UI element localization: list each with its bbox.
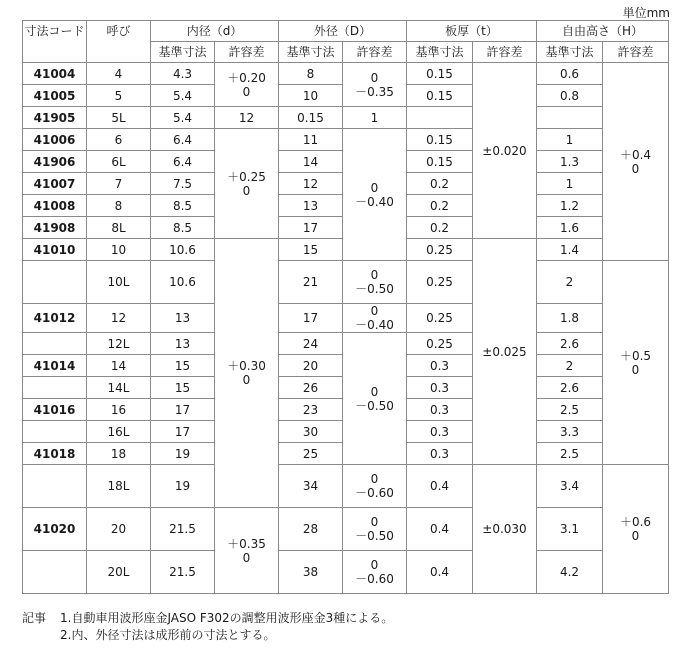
thickness-base-cell: 0.15 xyxy=(407,129,473,151)
outer-tolerance-cell xyxy=(343,465,407,508)
inner-base-cell: 13 xyxy=(151,333,215,355)
tolerance-minus: 0 xyxy=(242,183,251,198)
outer-tolerance-cell xyxy=(343,261,407,304)
code-cell xyxy=(23,421,87,443)
table-row xyxy=(23,304,669,333)
tolerance-minus: －0.35 xyxy=(355,84,394,99)
inner-base-cell: 21.5 xyxy=(151,508,215,551)
inner-base-cell: 7.5 xyxy=(151,173,215,195)
outer-base-cell: 11 xyxy=(279,129,343,151)
height-base-cell: 2.6 xyxy=(537,333,603,355)
thickness-base-cell: 0.25 xyxy=(407,304,473,333)
size-cell: 14L xyxy=(87,377,151,399)
tolerance-minus: －0.50 xyxy=(355,529,394,543)
table-row xyxy=(23,107,669,129)
thickness-base-cell: 0.3 xyxy=(407,355,473,377)
size-cell: 20 xyxy=(87,508,151,551)
inner-tolerance-cell xyxy=(215,129,279,239)
tolerance-plus: 0 xyxy=(370,70,379,85)
thickness-base-cell: 0.2 xyxy=(407,173,473,195)
inner-base-cell: 19 xyxy=(151,465,215,508)
subheader-base: 基準寸法 xyxy=(151,42,215,63)
tolerance-plus: ＋0.5 xyxy=(619,348,652,363)
inner-base-cell: 13 xyxy=(151,304,215,333)
subheader-tolerance: 許容差 xyxy=(473,42,537,63)
note-item: 2.内、外径寸法は成形前の寸法とする。 xyxy=(60,628,276,642)
inner-base-cell: 4.3 xyxy=(151,63,215,85)
tolerance-minus: －0.40 xyxy=(355,194,394,209)
table-row xyxy=(23,551,669,594)
outer-base-cell: 25 xyxy=(279,443,343,465)
header-size: 呼び xyxy=(87,21,151,63)
code-cell: 41004 xyxy=(23,63,87,85)
thickness-base-cell: 0.15 xyxy=(407,63,473,85)
tolerance-minus: －0.40 xyxy=(355,318,394,332)
code-cell: 41008 xyxy=(23,195,87,217)
code-cell xyxy=(23,551,87,594)
tolerance-plus: 0 xyxy=(370,384,379,399)
outer-tolerance-cell xyxy=(343,551,407,594)
height-tolerance-cell xyxy=(603,465,669,594)
code-cell: 41007 xyxy=(23,173,87,195)
header-outer: 外径（D） xyxy=(279,21,407,42)
size-cell: 16 xyxy=(87,399,151,421)
height-tolerance-cell xyxy=(603,63,669,261)
size-cell: 7 xyxy=(87,173,151,195)
thickness-base-cell: 0.25 xyxy=(407,333,473,355)
size-cell: 6 xyxy=(87,129,151,151)
thickness-base-cell: 0.15 xyxy=(407,151,473,173)
size-cell: 5 xyxy=(87,85,151,107)
subheader-tolerance: 許容差 xyxy=(343,42,407,63)
inner-base-cell: 8.5 xyxy=(151,217,215,239)
outer-base-cell: 34 xyxy=(279,465,343,508)
height-tolerance-cell xyxy=(603,261,669,465)
tolerance-minus: －0.50 xyxy=(355,398,394,413)
code-cell: 41016 xyxy=(23,399,87,421)
height-base-cell: 2.5 xyxy=(537,399,603,421)
thickness-base-cell: 0.25 xyxy=(407,239,473,261)
tolerance-plus: 0 xyxy=(370,472,379,486)
subheader-tolerance: 許容差 xyxy=(215,42,279,63)
thickness-tolerance-cell: ±0.030 xyxy=(473,465,537,594)
inner-base-cell: 10.6 xyxy=(151,261,215,304)
height-base-cell: 3.1 xyxy=(537,508,603,551)
tolerance-minus: －0.60 xyxy=(355,486,394,500)
tolerance-minus: 0 xyxy=(242,373,251,387)
height-base-cell: 0.6 xyxy=(537,63,603,85)
code-cell: 41005 xyxy=(23,85,87,107)
size-cell: 4 xyxy=(87,63,151,85)
size-cell: 14 xyxy=(87,355,151,377)
code-cell: 41906 xyxy=(23,151,87,173)
unit-label: 単位mm xyxy=(622,6,670,20)
inner-base-cell: 6.4 xyxy=(151,129,215,151)
tolerance-plus: ＋0.30 xyxy=(227,359,266,373)
thickness-base-cell: 0.3 xyxy=(407,421,473,443)
tolerance-plus: 0 xyxy=(370,268,379,282)
thickness-base-cell: 0.3 xyxy=(407,399,473,421)
note-item: 1.自動車用波形座金JASO F302の調整用波形座金3種による。 xyxy=(60,611,394,625)
outer-base-cell: 13 xyxy=(279,195,343,217)
outer-base-cell: 12 xyxy=(215,107,279,129)
tolerance-plus: ＋0.20 xyxy=(227,70,266,85)
height-base-cell: 4.2 xyxy=(537,551,603,594)
size-cell: 20L xyxy=(87,551,151,594)
outer-tolerance-cell xyxy=(343,508,407,551)
table-row xyxy=(23,63,669,85)
outer-base-cell: 15 xyxy=(279,239,343,261)
size-cell: 16L xyxy=(87,421,151,443)
table-row xyxy=(23,333,669,355)
thickness-base-cell: 0.4 xyxy=(407,551,473,594)
inner-tolerance-cell xyxy=(215,63,279,107)
outer-base-cell: 20 xyxy=(279,355,343,377)
size-cell: 18L xyxy=(87,465,151,508)
height-base-cell: 1.8 xyxy=(537,304,603,333)
code-cell xyxy=(23,465,87,508)
height-base-cell: 1.2 xyxy=(537,195,603,217)
tolerance-minus: 0 xyxy=(631,362,640,377)
subheader-base: 基準寸法 xyxy=(537,42,603,63)
outer-tolerance-cell xyxy=(343,63,407,107)
height-base-cell: 3.3 xyxy=(537,421,603,443)
height-base-cell: 1 xyxy=(537,129,603,151)
table-row xyxy=(23,129,669,151)
outer-base-cell: 23 xyxy=(279,399,343,421)
thickness-base-cell: 0.2 xyxy=(407,217,473,239)
spec-table xyxy=(22,20,669,594)
subheader-tolerance: 許容差 xyxy=(603,42,669,63)
thickness-base-cell: 0.15 xyxy=(279,107,343,129)
subheader-base: 基準寸法 xyxy=(279,42,343,63)
tolerance-plus: ＋0.6 xyxy=(619,515,652,529)
size-cell: 5L xyxy=(87,107,151,129)
size-cell: 18 xyxy=(87,443,151,465)
outer-base-cell: 30 xyxy=(279,421,343,443)
outer-tolerance-cell xyxy=(343,304,407,333)
outer-base-cell: 24 xyxy=(279,333,343,355)
height-base-cell: 2.5 xyxy=(537,443,603,465)
size-cell: 10 xyxy=(87,239,151,261)
inner-base-cell: 5.4 xyxy=(151,85,215,107)
code-cell: 41014 xyxy=(23,355,87,377)
outer-base-cell: 26 xyxy=(279,377,343,399)
thickness-base-cell: 0.25 xyxy=(407,261,473,304)
tolerance-plus: 0 xyxy=(370,515,379,529)
inner-base-cell: 8.5 xyxy=(151,195,215,217)
height-base-cell: 0.8 xyxy=(537,85,603,107)
code-cell: 41905 xyxy=(23,107,87,129)
code-cell: 41010 xyxy=(23,239,87,261)
outer-base-cell: 8 xyxy=(279,63,343,85)
outer-base-cell: 28 xyxy=(279,508,343,551)
code-cell: 41908 xyxy=(23,217,87,239)
code-cell: 41018 xyxy=(23,443,87,465)
thickness-base-cell: 0.3 xyxy=(407,377,473,399)
code-cell: 41020 xyxy=(23,508,87,551)
outer-base-cell: 17 xyxy=(279,217,343,239)
table-row xyxy=(23,465,669,508)
code-cell xyxy=(23,377,87,399)
subheader-base: 基準寸法 xyxy=(407,42,473,63)
height-base-cell: 1.4 xyxy=(537,239,603,261)
tolerance-minus: －0.60 xyxy=(355,572,394,586)
size-cell: 6L xyxy=(87,151,151,173)
header-thickness: 板厚（t） xyxy=(407,21,537,42)
height-base-cell: 2 xyxy=(537,261,603,304)
height-base-cell: 1 xyxy=(537,173,603,195)
tolerance-minus: 0 xyxy=(242,550,251,565)
notes-label: 記事 xyxy=(22,611,47,625)
thickness-tolerance-cell: ±0.020 xyxy=(473,63,537,239)
inner-base-cell: 6.4 xyxy=(151,151,215,173)
notes xyxy=(22,610,393,644)
inner-base-cell: 15 xyxy=(151,355,215,377)
tolerance-plus: 0 xyxy=(370,558,379,572)
header-height: 自由高さ（H） xyxy=(537,21,669,42)
tolerance-minus: 0 xyxy=(631,161,640,176)
height-base-cell: 1 xyxy=(343,107,407,129)
code-cell xyxy=(23,261,87,304)
outer-base-cell: 21 xyxy=(279,261,343,304)
thickness-tolerance-cell: ±0.025 xyxy=(473,239,537,465)
inner-tolerance-cell xyxy=(215,508,279,594)
size-cell: 12 xyxy=(87,304,151,333)
height-base-cell: 3.4 xyxy=(537,465,603,508)
height-base-cell: 1.3 xyxy=(537,151,603,173)
tolerance-plus: 0 xyxy=(370,304,379,318)
inner-base-cell: 5.4 xyxy=(151,107,215,129)
outer-base-cell: 14 xyxy=(279,151,343,173)
inner-base-cell: 15 xyxy=(151,377,215,399)
height-base-cell: 1.6 xyxy=(537,217,603,239)
thickness-base-cell: 0.4 xyxy=(407,508,473,551)
size-cell: 8 xyxy=(87,195,151,217)
code-cell xyxy=(23,333,87,355)
tolerance-minus: －0.50 xyxy=(355,282,394,296)
table-row xyxy=(23,261,669,304)
tolerance-plus: 0 xyxy=(370,180,379,195)
header-inner: 内径（d） xyxy=(151,21,279,42)
outer-base-cell: 17 xyxy=(279,304,343,333)
inner-base-cell: 17 xyxy=(151,421,215,443)
tolerance-minus: 0 xyxy=(242,84,251,99)
code-cell: 41006 xyxy=(23,129,87,151)
thickness-base-cell: 0.4 xyxy=(407,465,473,508)
inner-base-cell: 19 xyxy=(151,443,215,465)
outer-base-cell: 12 xyxy=(279,173,343,195)
code-cell: 41012 xyxy=(23,304,87,333)
outer-tolerance-cell xyxy=(343,129,407,261)
size-cell: 8L xyxy=(87,217,151,239)
inner-base-cell: 17 xyxy=(151,399,215,421)
size-cell: 10L xyxy=(87,261,151,304)
thickness-base-cell: 0.15 xyxy=(407,85,473,107)
tolerance-plus: ＋0.35 xyxy=(227,536,266,551)
outer-base-cell: 10 xyxy=(279,85,343,107)
tolerance-minus: 0 xyxy=(631,529,640,543)
outer-base-cell: 38 xyxy=(279,551,343,594)
table-row xyxy=(23,508,669,551)
tolerance-plus: ＋0.25 xyxy=(227,169,266,184)
outer-tolerance-cell xyxy=(343,333,407,465)
inner-base-cell: 10.6 xyxy=(151,239,215,261)
inner-tolerance-cell xyxy=(215,239,279,508)
tolerance-plus: ＋0.4 xyxy=(619,147,652,162)
header-code: 寸法コード xyxy=(23,21,87,63)
size-cell: 12L xyxy=(87,333,151,355)
inner-base-cell: 21.5 xyxy=(151,551,215,594)
height-base-cell: 2.6 xyxy=(537,377,603,399)
height-base-cell: 2 xyxy=(537,355,603,377)
thickness-base-cell: 0.2 xyxy=(407,195,473,217)
thickness-base-cell: 0.3 xyxy=(407,443,473,465)
